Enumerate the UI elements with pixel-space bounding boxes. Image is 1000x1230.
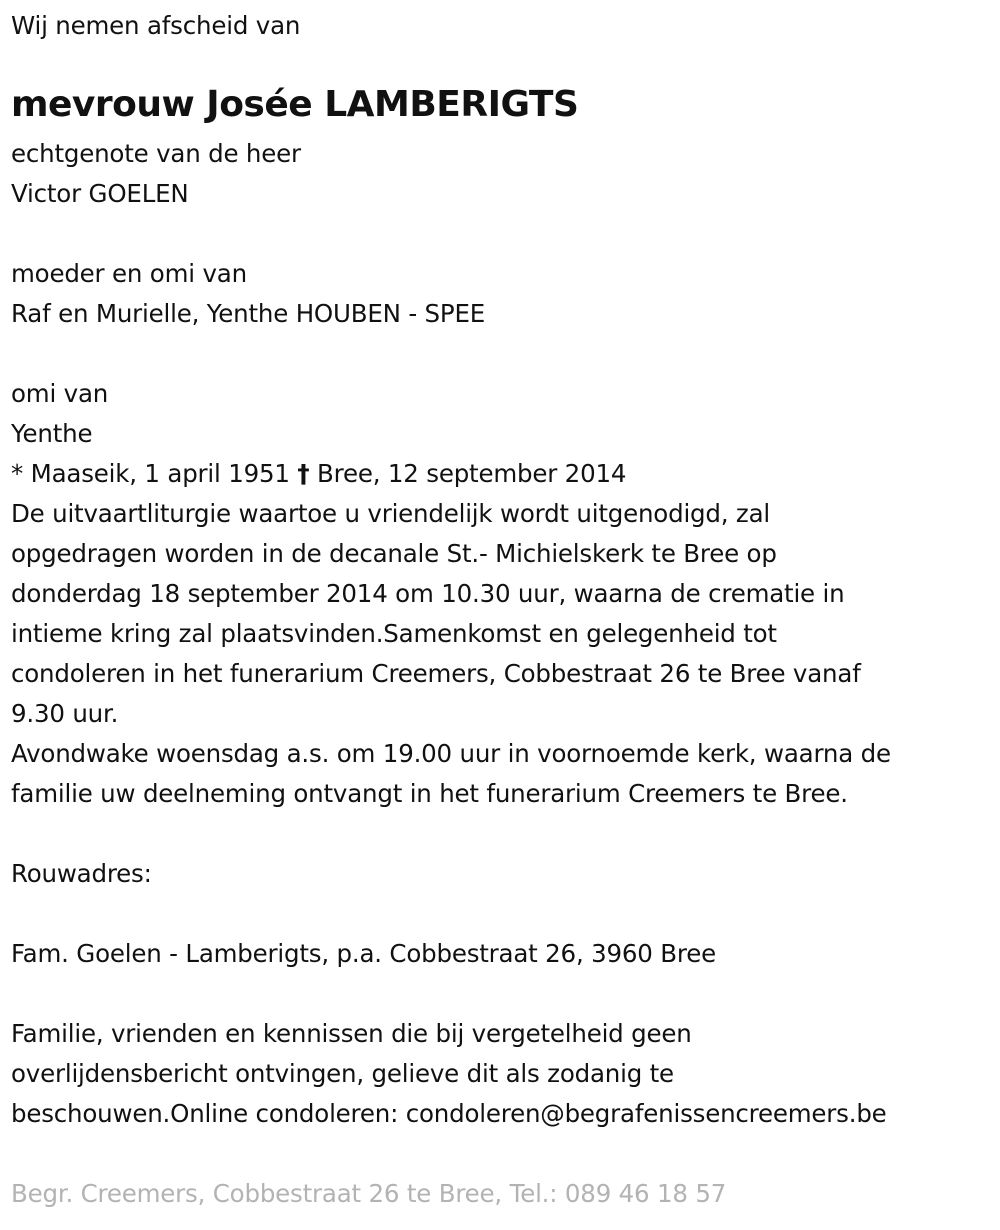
closing-line: beschouwen.Online condoleren: condoleren@begrafenissencreemers.be: [11, 1099, 887, 1128]
death-info: Bree, 12 september 2014: [317, 459, 627, 488]
funeral-home-footer: Begr. Creemers, Cobbestraat 26 te Bree, Tel.: 089 46 18 57: [11, 1179, 727, 1208]
ceremony-line: De uitvaartliturgie waartoe u vriendelijk wordt uitgenodigd, zal: [11, 499, 771, 528]
closing-line: Familie, vrienden en kennissen die bij vergetelheid geen: [11, 1019, 692, 1048]
children-names: Raf en Murielle, Yenthe HOUBEN - SPEE: [11, 299, 486, 328]
ceremony-line: 9.30 uur.: [11, 699, 119, 728]
vigil-line: Avondwake woensdag a.s. om 19.00 uur in voornoemde kerk, waarna de: [11, 739, 891, 768]
address-text: Fam. Goelen - Lamberigts, p.a. Cobbestraat 26, 3960 Bree: [11, 939, 716, 968]
closing-paragraph: [11, 1014, 887, 1134]
address-label: Rouwadres:: [11, 859, 152, 888]
ceremony-line: donderdag 18 september 2014 om 10.30 uur, waarna de crematie in: [11, 579, 845, 608]
birth-info: * Maaseik, 1 april 1951: [11, 459, 290, 488]
address-section: [11, 854, 152, 894]
ceremony-line: condoleren in het funerarium Creemers, Cobbestraat 26 te Bree vanaf: [11, 659, 861, 688]
children-section: [11, 254, 485, 334]
spouse-name: Victor GOELEN: [11, 179, 189, 208]
grandchildren-names: Yenthe: [11, 419, 93, 448]
vigil-line: familie uw deelneming ontvangt in het funerarium Creemers te Bree.: [11, 779, 848, 808]
intro-text: Wij nemen afscheid van: [11, 11, 301, 40]
children-label: moeder en omi van: [11, 259, 247, 288]
ceremony-line: intieme kring zal plaatsvinden.Samenkomst en gelegenheid tot: [11, 619, 777, 648]
grandchildren-label: omi van: [11, 379, 109, 408]
spouse-label: echtgenote van de heer: [11, 139, 301, 168]
address-line-section: [11, 934, 716, 974]
cross-icon: †: [297, 459, 310, 488]
ceremony-line: opgedragen worden in de decanale St.- Michielskerk te Bree op: [11, 539, 777, 568]
closing-line: overlijdensbericht ontvingen, gelieve dit als zodanig te: [11, 1059, 674, 1088]
ceremony-paragraph: [11, 494, 891, 814]
dates-line: [11, 454, 626, 494]
deceased-name: mevrouw Josée LAMBERIGTS: [11, 84, 579, 125]
grandchildren-section: [11, 374, 626, 494]
spouse-section: [11, 134, 301, 214]
